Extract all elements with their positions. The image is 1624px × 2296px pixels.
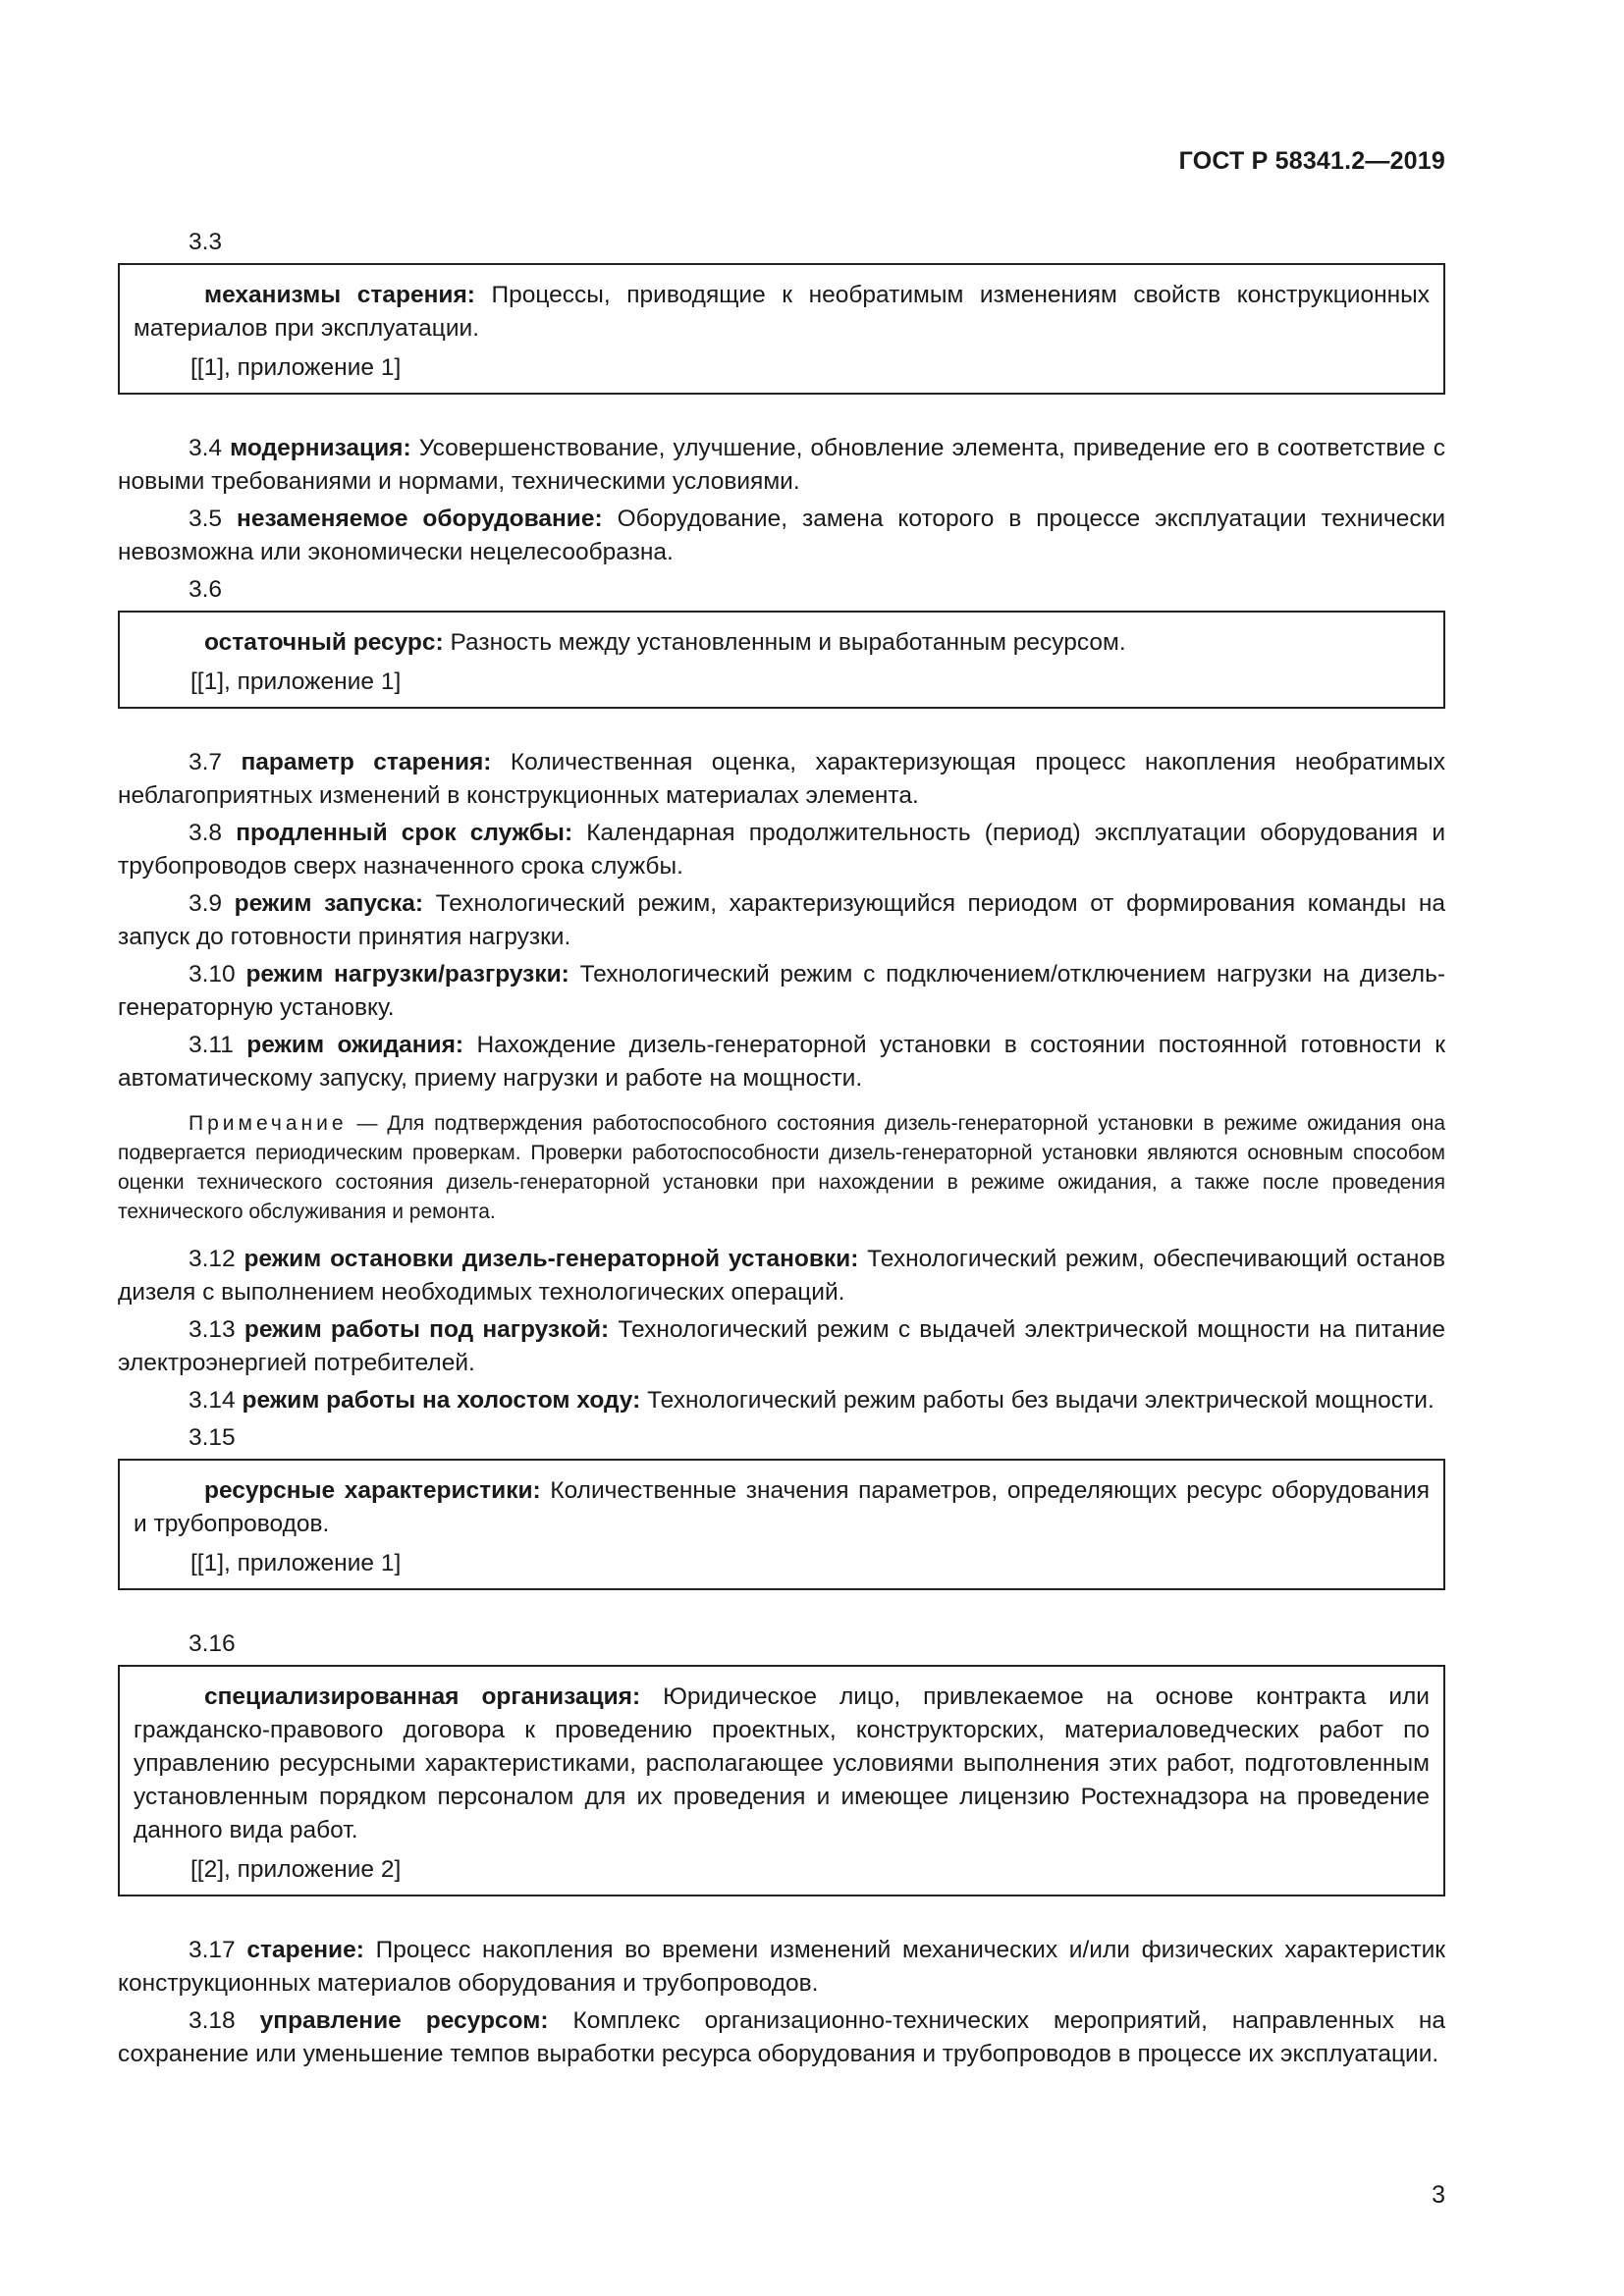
entry-number: 3.3 — [189, 229, 223, 255]
definition-paragraph — [118, 2004, 1445, 2071]
definition-text: Разность между установленным и выработанным ресурсом. — [443, 629, 1126, 656]
entry-number: 3.5 — [189, 506, 223, 532]
term: модернизация: — [230, 435, 411, 461]
definition-paragraph — [134, 626, 1430, 660]
term: режим нагрузки/разгрузки: — [245, 961, 569, 988]
definition-text: Усовершенствование, улучшение, обновление элемента, приведение его в соответствие с новыми требованиями и нормами, техническими условиями. — [118, 435, 1445, 495]
term: режим работы на холостом ходу: — [242, 1387, 641, 1414]
entry-number: 3.9 — [189, 890, 223, 917]
definition-text: Календарная продолжительность (период) эксплуатации оборудования и трубопроводов сверх назначенного срока службы. — [118, 820, 1445, 880]
note-text: — Для подтверждения работоспособного состояния дизель-генераторной установки в режиме ожидания она подвергается периодическим проверкам. Проверки работоспособности дизель-генераторной установки являются основным способом оценки технического состояния дизель-генераторной установки при нахождении в режиме ожидания, а также после проведения технического обслуживания и ремонта. — [118, 1112, 1445, 1223]
term: ресурсные характеристики: — [204, 1477, 541, 1504]
definition-paragraph — [134, 1474, 1430, 1541]
term: режим остановки дизель-генераторной установки: — [244, 1246, 859, 1272]
term: режим запуска: — [234, 890, 424, 917]
quoted-definition-box — [118, 1665, 1445, 1896]
entry-number: 3.7 — [189, 749, 223, 775]
definitions-content — [118, 226, 1445, 2075]
definition-text: Технологический режим, обеспечивающий останов дизеля с выполнением необходимых технологических операций. — [118, 1246, 1445, 1306]
definition-text: Количественная оценка, характеризующая процесс накопления необратимых неблагоприятных изменений в конструкционных материалах элемента. — [118, 749, 1446, 809]
quoted-definition-box — [118, 263, 1445, 395]
note-paragraph — [118, 1109, 1445, 1227]
source-reference: [[1], приложение 1] — [190, 354, 402, 381]
entry-number: 3.4 — [189, 435, 223, 461]
definition-text: Нахождение дизель-генераторной установки в состоянии постоянной готовности к автоматическому запуску, приему нагрузки и работе на мощности. — [118, 1032, 1445, 1092]
entry-number: 3.10 — [189, 961, 236, 988]
entry-number: 3.6 — [189, 576, 223, 603]
definition-paragraph — [118, 1934, 1445, 2001]
term: специализированная организация: — [204, 1683, 641, 1710]
quoted-definition-box — [118, 611, 1445, 709]
definition-paragraph — [118, 817, 1445, 883]
entry-number: 3.13 — [189, 1316, 236, 1343]
definition-paragraph — [134, 1681, 1430, 1847]
definition-text: Количественные значения параметров, определяющих ресурс оборудования и трубопроводов. — [134, 1477, 1430, 1537]
definition-paragraph — [118, 503, 1445, 569]
page-number: 3 — [1432, 2181, 1445, 2209]
document-code: ГОСТ Р 58341.2—2019 — [1178, 147, 1445, 175]
entry-number: 3.11 — [189, 1032, 234, 1058]
definition-paragraph — [118, 1029, 1445, 1095]
source-reference: [[1], приложение 1] — [190, 1550, 402, 1576]
definition-paragraph — [118, 746, 1445, 813]
term: механизмы старения: — [204, 282, 475, 308]
note-label: Примечание — [189, 1112, 348, 1135]
term: параметр старения: — [241, 749, 492, 775]
definition-paragraph — [118, 1313, 1445, 1380]
definition-paragraph — [118, 1384, 1445, 1417]
definition-paragraph — [118, 1243, 1445, 1309]
definition-text: Технологический режим, характеризующийся периодом от формирования команды на запуск до готовности принятия нагрузки. — [118, 890, 1445, 950]
term: незаменяемое оборудование: — [237, 506, 603, 532]
definition-text: Технологический режим работы без выдачи электрической мощности. — [640, 1387, 1435, 1414]
source-reference: [[1], приложение 1] — [190, 668, 402, 695]
definition-text: Оборудование, замена которого в процессе эксплуатации технически невозможна или экономически нецелесообразна. — [118, 506, 1446, 565]
term: старение: — [246, 1937, 364, 1963]
quoted-definition-box — [118, 1459, 1445, 1590]
definition-text: Процесс накопления во времени изменений механических и/или физических характеристик конструкционных материалов оборудования и трубопроводов. — [118, 1937, 1445, 1997]
definition-paragraph — [134, 279, 1430, 346]
definition-text: Юридическое лицо, привлекаемое на основе контракта или гражданско-правового договора к проведению проектных, конструкторских, материаловедческих работ по управлению ресурсными характеристиками, располагающее условиями выполнения этих работ, подготовленным установленным порядком персоналом для их проведения и имеющее лицензию Ростехнадзора на проведение данного вида работ. — [134, 1683, 1430, 1843]
definition-paragraph — [118, 887, 1445, 954]
definition-paragraph — [118, 432, 1445, 499]
entry-number: 3.18 — [189, 2007, 236, 2034]
term: режим ожидания: — [246, 1032, 464, 1058]
definition-text: Технологический режим с выдачей электрической мощности на питание электроэнергией потребителей. — [118, 1316, 1445, 1376]
entry-number: 3.16 — [189, 1630, 236, 1657]
definition-paragraph — [118, 958, 1445, 1025]
entry-number: 3.14 — [189, 1387, 236, 1414]
term: управление ресурсом: — [259, 2007, 549, 2034]
source-reference: [[2], приложение 2] — [190, 1856, 402, 1883]
definition-text: Технологический режим с подключением/отключением нагрузки на дизель-генераторную установку. — [118, 961, 1446, 1021]
definition-text: Комплекс организационно-технических мероприятий, направленных на сохранение или уменьшение темпов выработки ресурса оборудования и трубопроводов в процессе их эксплуатации. — [118, 2007, 1445, 2067]
definition-text: Процессы, приводящие к необратимым изменениям свойств конструкционных материалов при эксплуатации. — [134, 282, 1430, 342]
entry-number: 3.8 — [189, 820, 223, 846]
document-page — [118, 0, 1445, 2296]
term: остаточный ресурс: — [204, 629, 444, 656]
term: режим работы под нагрузкой: — [244, 1316, 610, 1343]
entry-number: 3.12 — [189, 1246, 236, 1272]
entry-number: 3.15 — [189, 1424, 236, 1451]
term: продленный срок службы: — [236, 820, 573, 846]
entry-number: 3.17 — [189, 1937, 236, 1963]
